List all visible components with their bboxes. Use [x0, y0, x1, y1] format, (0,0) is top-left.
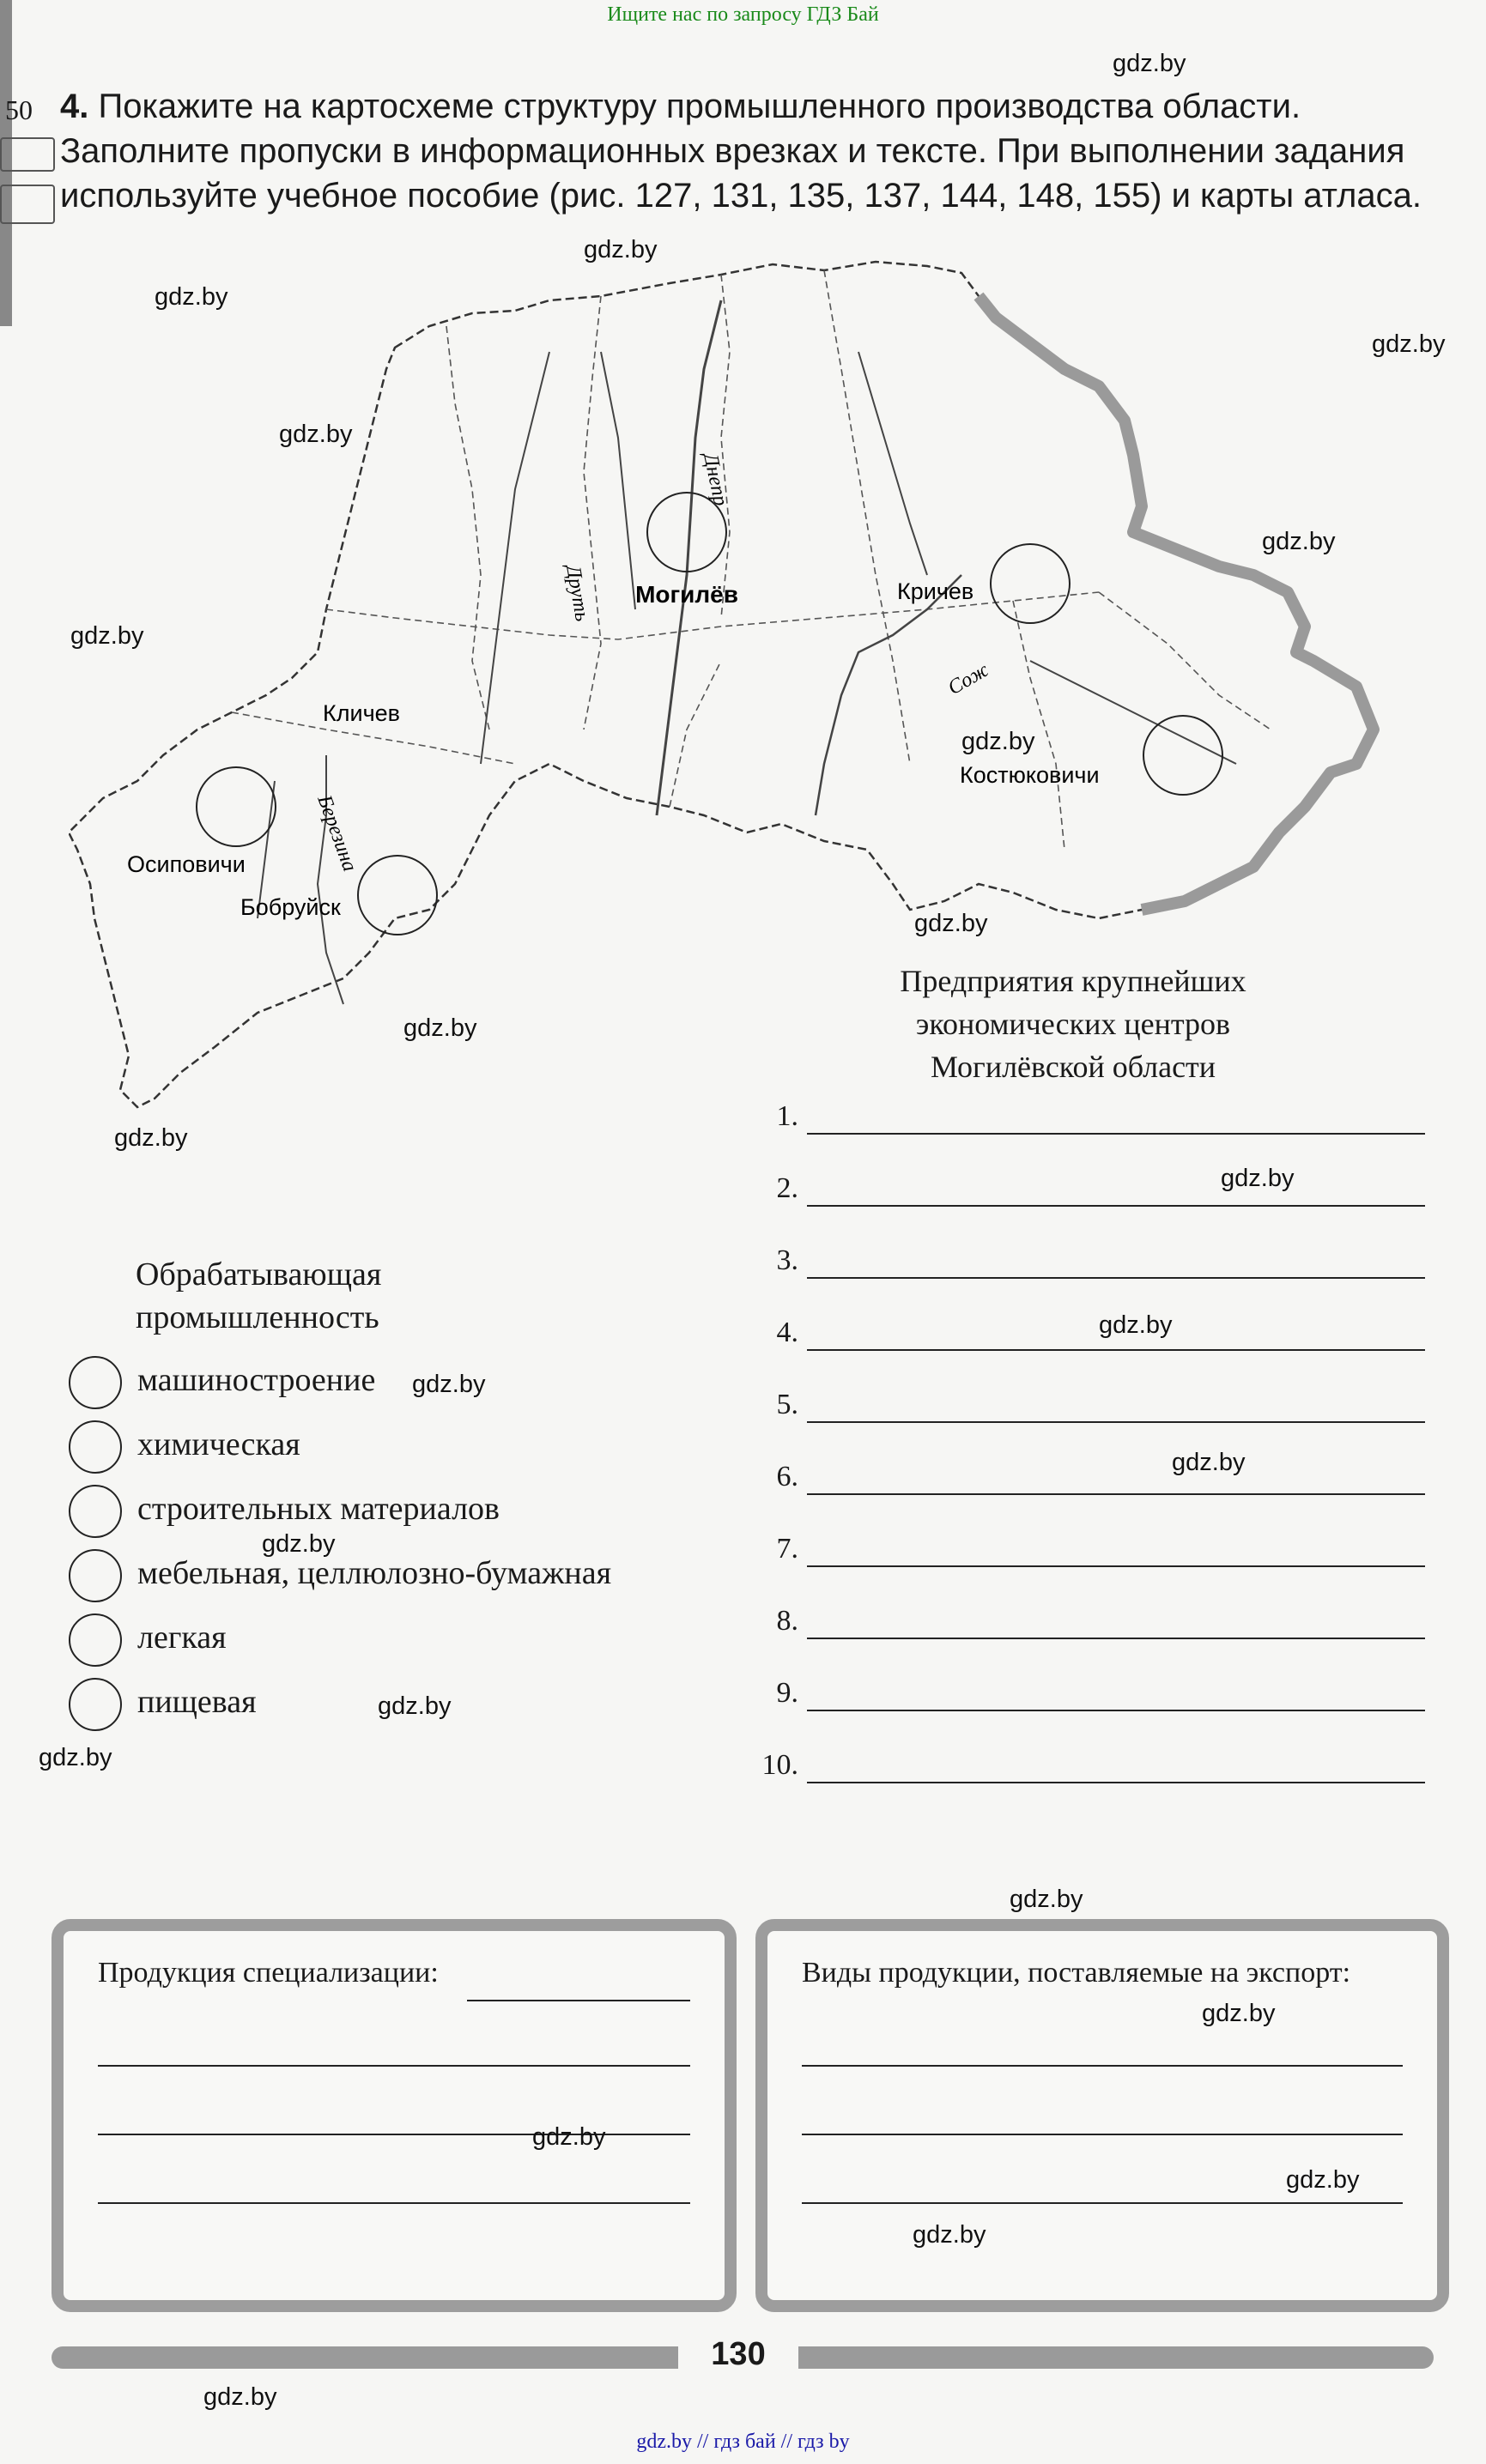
- industry-label: легкая: [137, 1619, 227, 1656]
- enterprise-line-7[interactable]: [755, 1533, 1425, 1571]
- enterprise-number: 8.: [776, 1605, 798, 1637]
- answer-line[interactable]: [802, 2134, 1403, 2135]
- city-label-mogilev: Могилёв: [635, 581, 738, 608]
- watermark: gdz.by: [39, 1744, 112, 1771]
- city-label-osipovichi: Осиповичи: [127, 851, 246, 877]
- watermark: gdz.by: [378, 1692, 452, 1720]
- city-label-bobruisk: Бобруйск: [240, 894, 341, 920]
- river-label-sozh: Сож: [944, 658, 993, 700]
- watermark: gdz.by: [961, 728, 1035, 755]
- enterprise-line-3[interactable]: [755, 1244, 1425, 1282]
- watermark: gdz.by: [279, 421, 353, 448]
- export-box: [755, 1919, 1449, 2312]
- watermark: gdz.by: [203, 2383, 277, 2411]
- enterprise-number: 5.: [776, 1389, 798, 1420]
- watermark: gdz.by: [584, 236, 658, 263]
- bobruisk-circle: [358, 856, 437, 935]
- answer-line[interactable]: [467, 2000, 690, 2001]
- river-label-drut: Друть: [561, 563, 594, 623]
- river-label-dnepr: Днепр: [699, 451, 732, 508]
- watermark: gdz.by: [1262, 528, 1336, 555]
- enterprise-line-8[interactable]: [755, 1605, 1425, 1643]
- enterprise-number: 1.: [776, 1100, 798, 1132]
- city-label-kostyukovichi: Костюковичи: [960, 762, 1100, 788]
- city-label-krichev: Кричев: [897, 578, 974, 604]
- specialization-box: [52, 1919, 737, 2312]
- enterprise-line-1[interactable]: [755, 1100, 1425, 1138]
- page-number: 130: [678, 2336, 798, 2377]
- enterprises-title-line-3: Могилёвской области: [930, 1050, 1216, 1084]
- watermark: gdz.by: [913, 2221, 986, 2249]
- watermark: gdz.by: [1010, 1886, 1083, 1913]
- bottom-banner[interactable]: gdz.by // гдз бай // гдз by: [636, 2431, 850, 2453]
- kostyukovichi-circle: [1143, 716, 1222, 795]
- dnepr-river: [657, 300, 721, 815]
- specialization-label: Продукция специализации:: [98, 1957, 439, 1989]
- task-text: [60, 84, 1459, 218]
- enterprise-line-2[interactable]: [755, 1172, 1425, 1210]
- enterprise-line-6[interactable]: [755, 1461, 1425, 1498]
- legend-circle-icon[interactable]: [69, 1420, 122, 1474]
- atlas-icon: [0, 185, 55, 224]
- watermark: gdz.by: [1172, 1449, 1246, 1476]
- legend-circle-icon[interactable]: [69, 1485, 122, 1538]
- legend-circle-icon[interactable]: [69, 1356, 122, 1409]
- state-border: [979, 296, 1374, 910]
- enterprise-line-5[interactable]: [755, 1389, 1425, 1426]
- sozh-river: [816, 575, 961, 815]
- legend-circle-icon[interactable]: [69, 1613, 122, 1667]
- osipovichi-circle: [197, 767, 276, 846]
- city-label-klichev: Кличев: [323, 700, 400, 726]
- krichev-circle: [991, 544, 1070, 623]
- watermark: gdz.by: [1113, 50, 1186, 77]
- side-page-number: 50: [5, 94, 33, 125]
- industry-title: [136, 1253, 381, 1339]
- enterprises-title: [858, 960, 1288, 1088]
- district-boundaries: [232, 270, 1271, 850]
- enterprise-line-4[interactable]: [755, 1317, 1425, 1354]
- watermark: gdz.by: [1372, 330, 1446, 358]
- watermark: gdz.by: [1286, 2166, 1360, 2194]
- watermark: gdz.by: [1099, 1311, 1173, 1339]
- legend-circle-icon[interactable]: [69, 1678, 122, 1731]
- watermark: gdz.by: [914, 910, 988, 937]
- answer-line[interactable]: [802, 2065, 1403, 2067]
- industry-label: химическая: [137, 1426, 300, 1462]
- industry-label: пищевая: [137, 1684, 257, 1720]
- enterprise-line-10[interactable]: [755, 1749, 1425, 1787]
- enterprise-number: 10.: [761, 1749, 798, 1781]
- watermark: gdz.by: [532, 2123, 606, 2151]
- industry-label: мебельная, целлюлозно-бумажная: [137, 1555, 612, 1591]
- answer-line[interactable]: [802, 2202, 1403, 2204]
- watermark: gdz.by: [114, 1124, 188, 1152]
- watermark: gdz.by: [403, 1014, 477, 1042]
- industry-title-line-2: промышленность: [136, 1299, 379, 1335]
- book-icon: [0, 137, 55, 172]
- enterprise-number: 3.: [776, 1244, 798, 1276]
- legend-circle-icon[interactable]: [69, 1549, 122, 1602]
- rivers: [258, 300, 1236, 1004]
- watermark: gdz.by: [155, 283, 228, 311]
- enterprise-number: 7.: [776, 1533, 798, 1565]
- enterprises-title-line-1: Предприятия крупнейших: [900, 964, 1246, 998]
- top-banner[interactable]: Ищите нас по запросу ГДЗ Бай: [607, 3, 879, 26]
- watermark: gdz.by: [1202, 2000, 1276, 2027]
- task-number: 4.: [60, 88, 89, 125]
- export-label: Виды продукции, поставляемые на экспорт:: [802, 1957, 1351, 1989]
- river-label-berezina: Березина: [312, 792, 361, 875]
- answer-line[interactable]: [98, 2065, 690, 2067]
- task-body: Покажите на картосхеме структуру промышленного производства области. Заполните пропуски в информационных врезках и тексте. При выполнении задания используйте учебное пособие (рис. 127, 131, 135, 137, 144, 148, 155) и карты атласа.: [60, 88, 1422, 215]
- enterprise-number: 4.: [776, 1317, 798, 1348]
- enterprise-number: 6.: [776, 1461, 798, 1492]
- answer-line[interactable]: [98, 2202, 690, 2204]
- watermark: gdz.by: [262, 1530, 336, 1558]
- industry-label: машиностроение: [137, 1362, 376, 1398]
- enterprise-line-9[interactable]: [755, 1677, 1425, 1715]
- watermark: gdz.by: [70, 622, 144, 650]
- enterprise-number: 2.: [776, 1172, 798, 1204]
- watermark: gdz.by: [412, 1371, 486, 1398]
- industry-label: строительных материалов: [137, 1491, 500, 1527]
- drut-river: [481, 352, 549, 764]
- enterprise-number: 9.: [776, 1677, 798, 1709]
- enterprises-title-line-2: экономических центров: [915, 1007, 1231, 1041]
- watermark: gdz.by: [1221, 1165, 1295, 1192]
- industry-title-line-1: Обрабатывающая: [136, 1256, 382, 1293]
